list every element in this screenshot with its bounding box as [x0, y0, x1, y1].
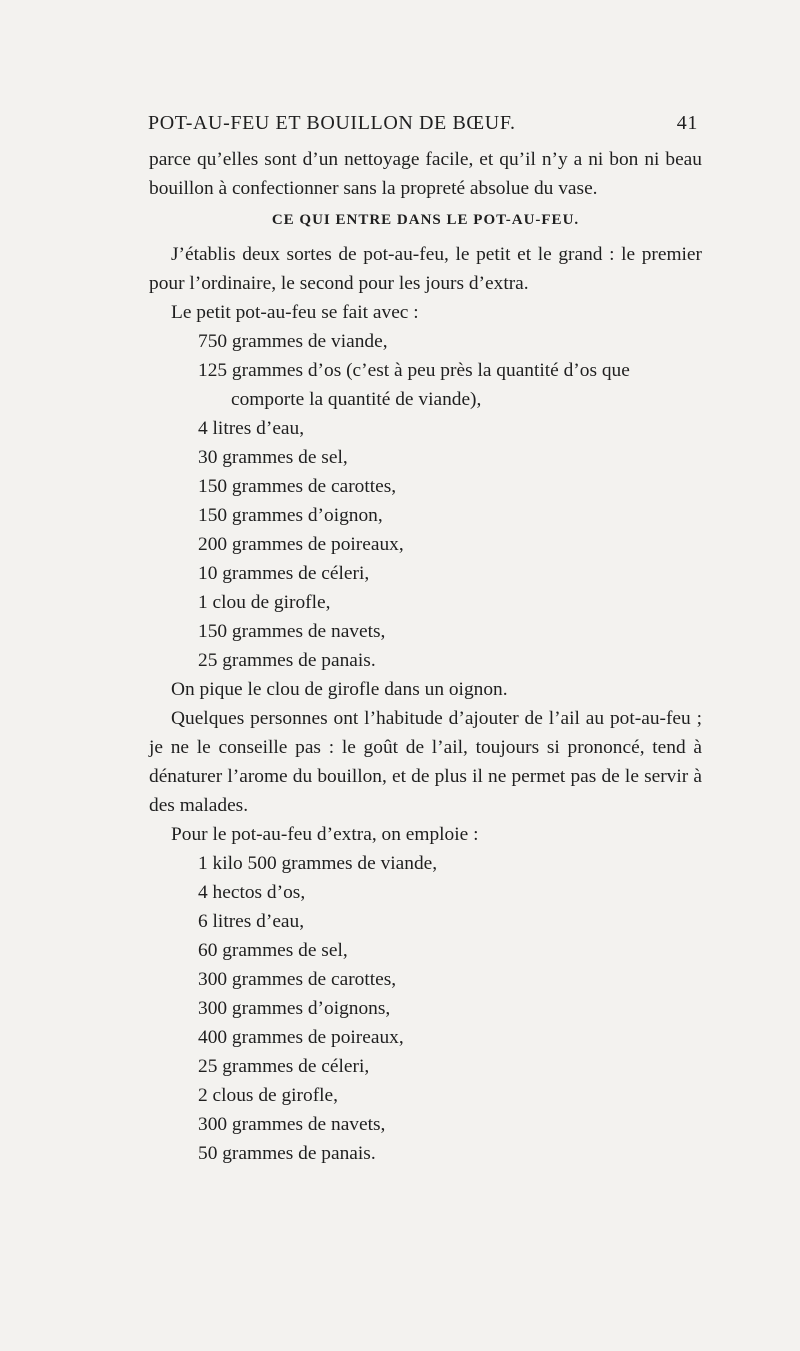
list-item: 300 grammes de carottes, — [198, 969, 397, 990]
ail-paragraph: Quelques personnes ont l’habitude d’ajouter de l’ail au pot-au-feu ; je ne le conseille pas : le goût de l’ail, toujours si prononcé, tend à dénaturer l’arome du bouillon, et de plus il ne permet pas de le servir à des malades. — [149, 708, 702, 816]
list-item: 200 grammes de poireaux, — [198, 534, 404, 555]
page-body — [149, 145, 702, 1168]
running-header — [148, 112, 698, 142]
list-item: 750 grammes de viande, — [198, 331, 388, 352]
list-item: 2 clous de girofle, — [198, 1085, 339, 1106]
list-item: 4 hectos d’os, — [198, 882, 306, 903]
list-item: 150 grammes de navets, — [198, 621, 386, 642]
list-item: 4 litres d’eau, — [198, 418, 305, 439]
page-number: 41 — [676, 112, 698, 134]
list-item: 25 grammes de panais. — [198, 650, 376, 671]
sorts-paragraph: J’établis deux sortes de pot-au-feu, le petit et le grand : le premier pour l’ordinaire, le second pour les jours d’extra. — [149, 244, 702, 294]
list-item: 1 kilo 500 grammes de viande, — [198, 853, 438, 874]
list-item: 300 grammes de navets, — [198, 1114, 386, 1135]
petit-ingredients-list — [149, 327, 702, 675]
section-heading: CE QUI ENTRE DANS LE POT-AU-FEU. — [271, 212, 580, 228]
list-item: 125 grammes d’os (c’est à peu près la quantité d’os que comporte la quantité de viande), — [198, 360, 630, 410]
list-item: 6 litres d’eau, — [198, 911, 305, 932]
list-item: 30 grammes de sel, — [198, 447, 348, 468]
clou-paragraph: On pique le clou de girofle dans un oignon. — [171, 679, 508, 700]
list-item: 150 grammes d’oignon, — [198, 505, 383, 526]
list-item: 400 grammes de poireaux, — [198, 1027, 404, 1048]
list-item: 25 grammes de céleri, — [198, 1056, 370, 1077]
list-item: 300 grammes d’oignons, — [198, 998, 391, 1019]
list-item: 50 grammes de panais. — [198, 1143, 376, 1164]
list-item: 10 grammes de céleri, — [198, 563, 370, 584]
list-item: 150 grammes de carottes, — [198, 476, 397, 497]
intro-paragraph: parce qu’elles sont d’un nettoyage facile, et qu’il n’y a ni bon ni beau bouillon à confectionner sans la propreté absolue du vase. — [149, 149, 702, 199]
extra-ingredients-list — [149, 849, 702, 1168]
extra-intro: Pour le pot-au-feu d’extra, on emploie : — [171, 824, 479, 845]
petit-intro: Le petit pot-au-feu se fait avec : — [171, 302, 419, 323]
running-title: POT-AU-FEU ET BOUILLON DE BŒUF. — [148, 112, 516, 134]
list-item: 60 grammes de sel, — [198, 940, 348, 961]
list-item: 1 clou de girofle, — [198, 592, 331, 613]
